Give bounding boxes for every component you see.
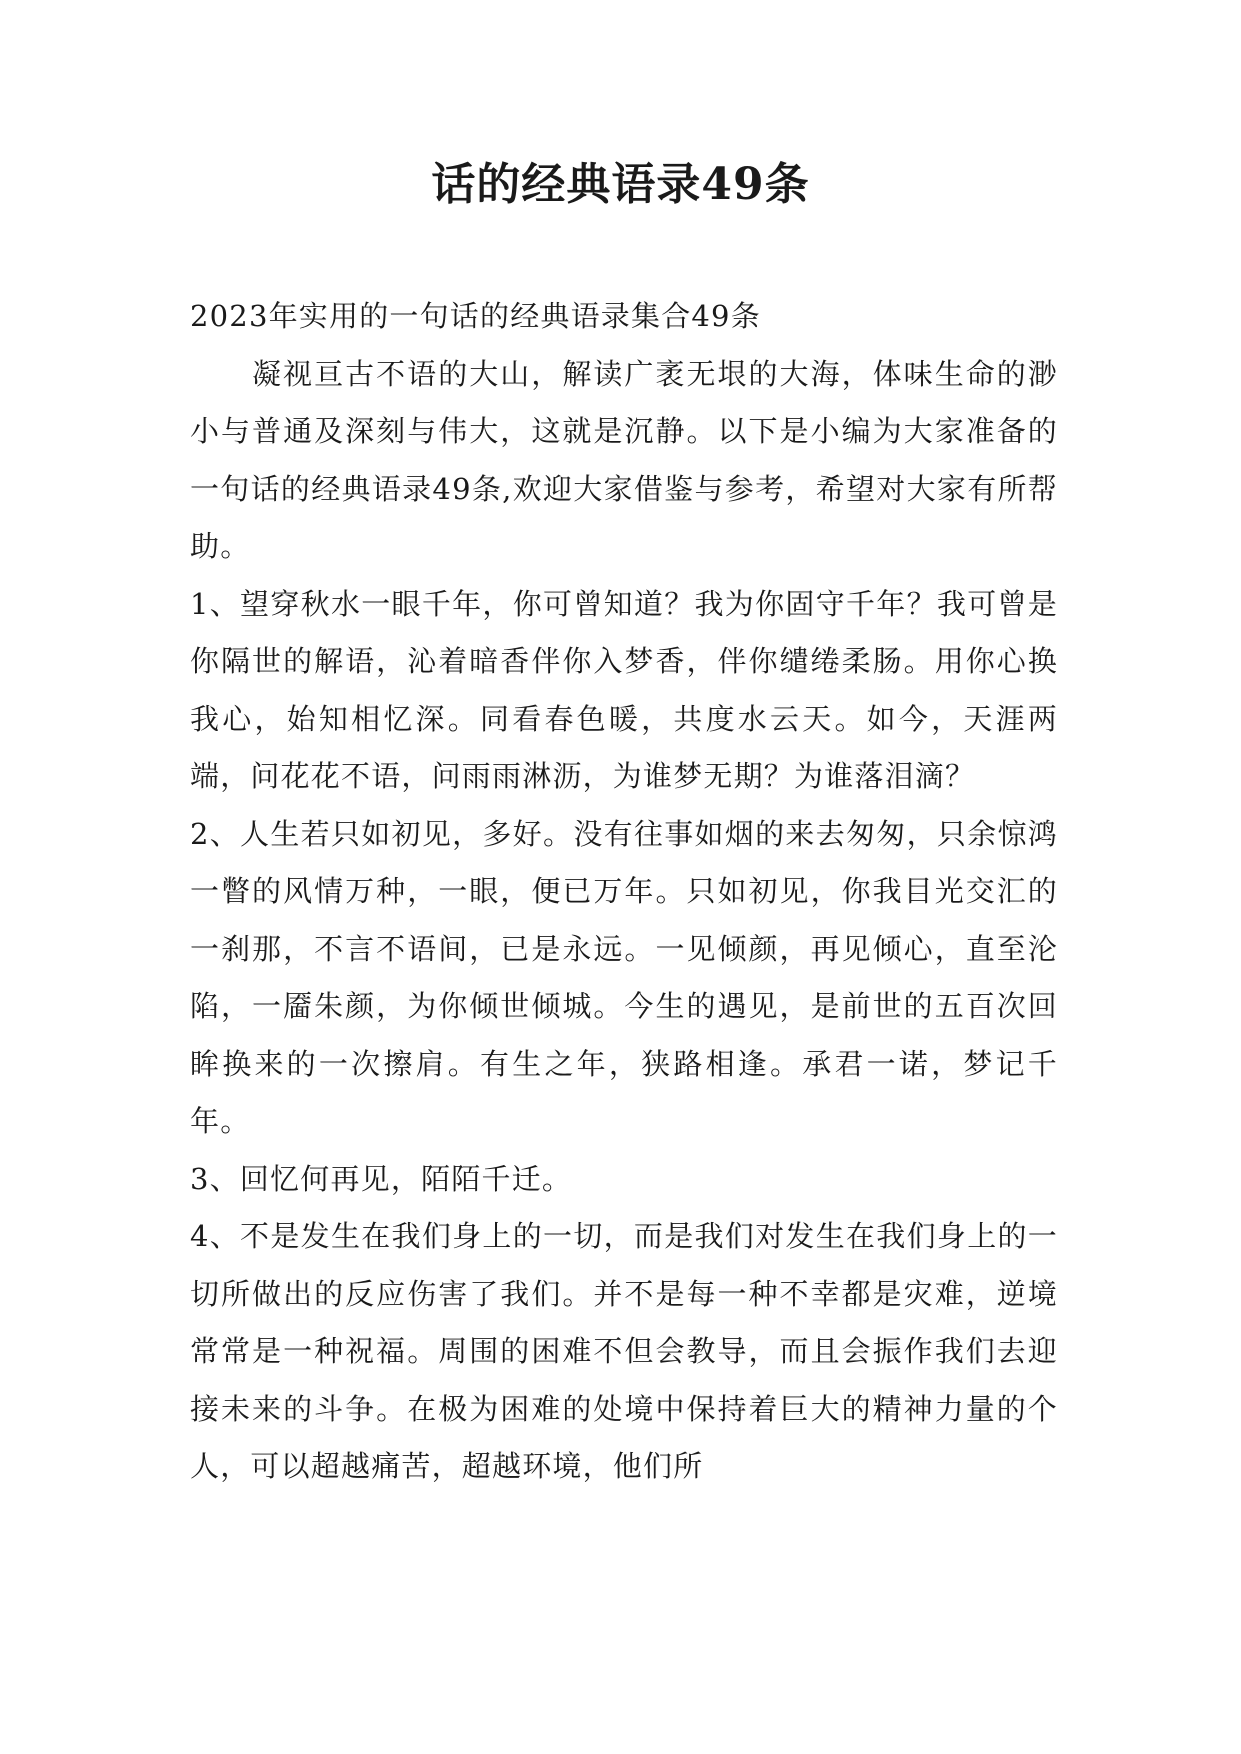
document-title: 话的经典语录49条: [431, 159, 810, 210]
document-subtitle: 2023年实用的一句话的经典语录集合49条: [190, 299, 761, 333]
quote-item-4: 4、不是发生在我们身上的一切，而是我们对发生在我们身上的一切所做出的反应伤害了我们。并不是每一种不幸都是灾难，逆境常常是一种祝福。周围的困难不但会教导，而且会振作我们去迎接未来的斗争。在极为困难的处境中保持着巨大的精神力量的个人，可以超越痛苦，超越环境，他们所: [190, 1219, 1058, 1483]
quote-item-2: 2、人生若只如初见，多好。没有往事如烟的来去匆匆，只余惊鸿一瞥的风情万种，一眼，便已万年。只如初见，你我目光交汇的一刹那，不言不语间，已是永远。一见倾颜，再见倾心，直至沦陷，一靥朱颜，为你倾世倾城。今生的遇见，是前世的五百次回眸换来的一次擦肩。有生之年，狭路相逢。承君一诺，梦记千年。: [190, 816, 1058, 1138]
intro-paragraph: 凝视亘古不语的大山，解读广袤无垠的大海，体味生命的渺小与普通及深刻与伟大，这就是沉静。以下是小编为大家准备的一句话的经典语录49条,欢迎大家借鉴与参考，希望对大家有所帮助。: [190, 356, 1058, 563]
quote-item-3: 3、回忆何再见，陌陌千迁。: [190, 1161, 573, 1196]
document-body: [190, 288, 1058, 1496]
quote-item-1: 1、望穿秋水一眼千年，你可曾知道？我为你固守千年？我可曾是你隔世的解语，沁着暗香伴你入梦香，伴你缱绻柔肠。用你心换我心，始知相忆深。同看春色暖，共度水云天。如今，天涯两端，问花花不语，问雨雨淋沥，为谁梦无期？为谁落泪滴？: [190, 586, 1058, 793]
